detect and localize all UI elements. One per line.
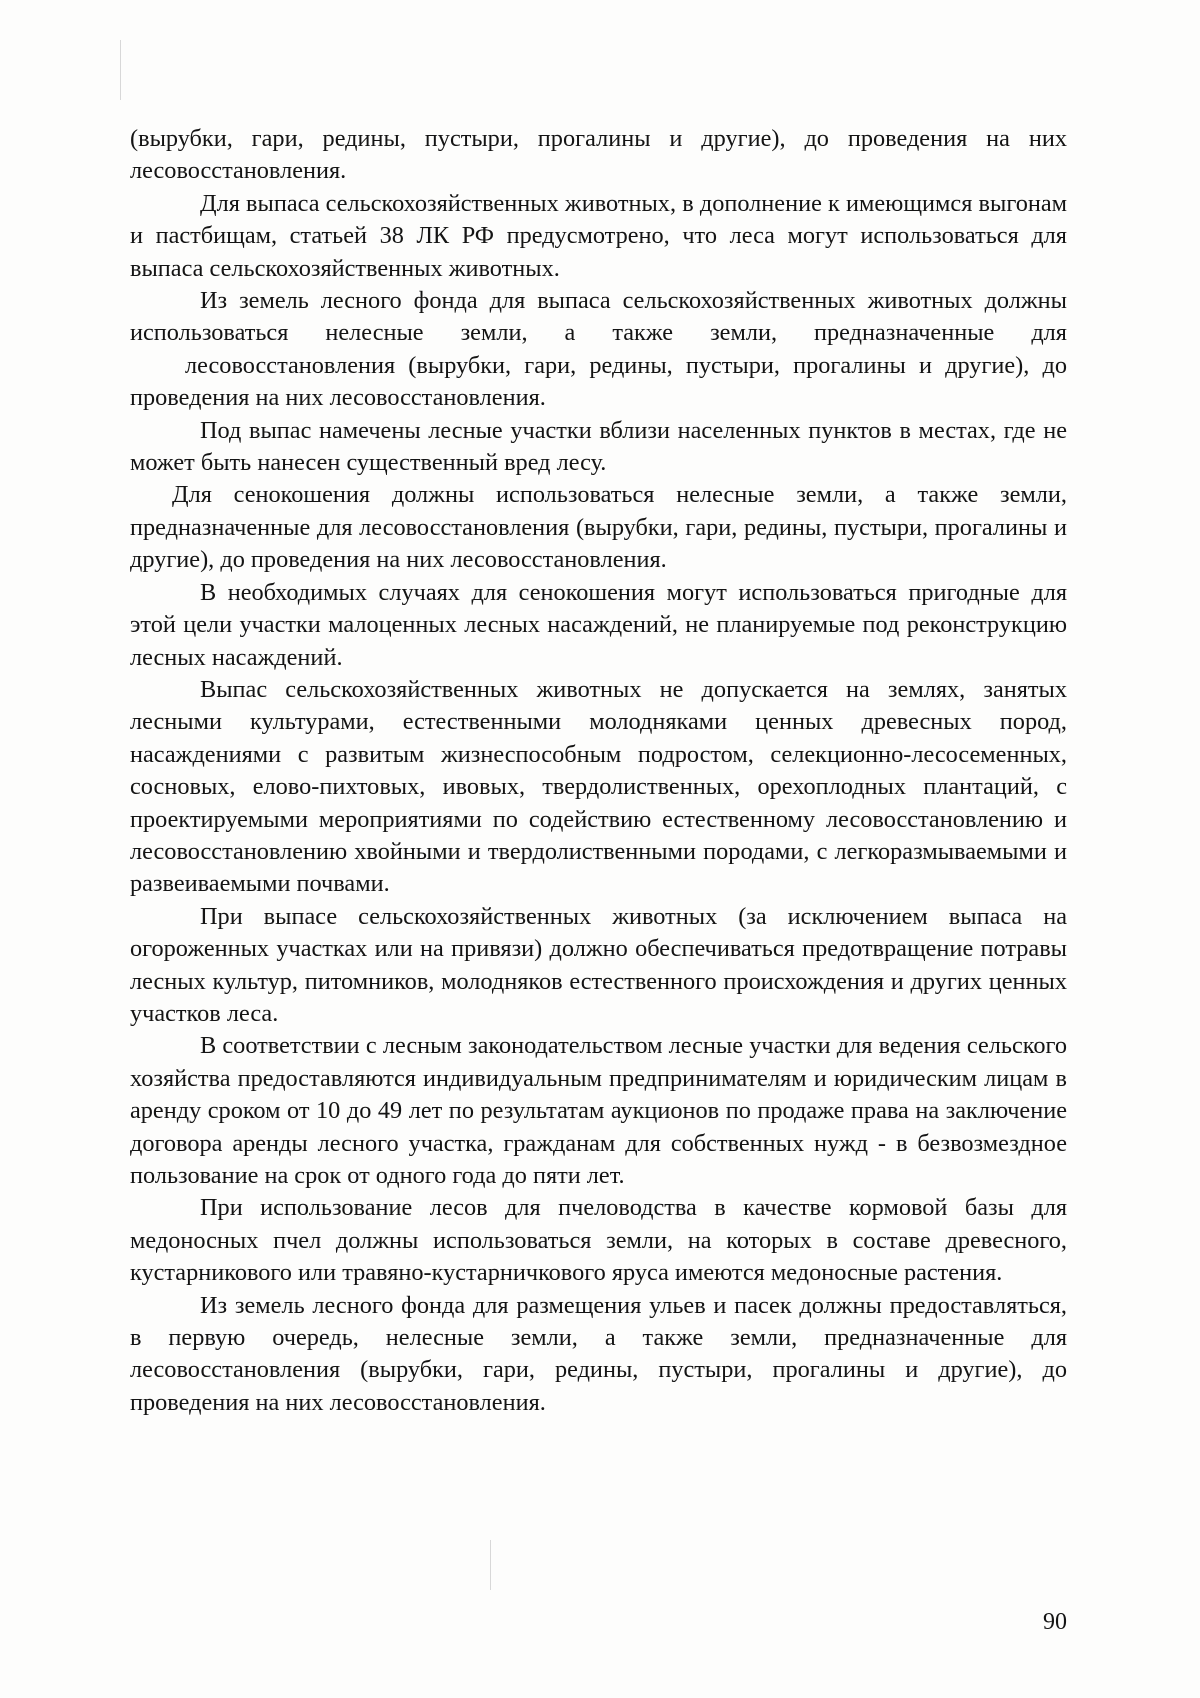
page-number: 90 — [1043, 1609, 1067, 1635]
paragraph: Для сенокошения должны использоваться нелесные земли, а также земли, предназначенные для лесовосстановления (вырубки, гари, редины, пустыри, прогалины и другие), до проведения на них лесовосстановления. — [130, 481, 1067, 574]
paragraph: При выпасе сельскохозяйственных животных (за исключением выпаса на огороженных участках или на привязи) должно обеспечиваться предотвращение потравы лесных культур, питомников, молодняков естественного происхождения и других ценных участков леса. — [130, 902, 1067, 1027]
paragraph: Из земель лесного фонда для выпаса сельскохозяйственных животных должны использоваться нелесные земли, а также земли, предназначенные для — [130, 287, 1067, 347]
paragraph: Из земель лесного фонда для размещения ульев и пасек должны предоставляться, в первую очередь, нелесные земли, а также земли, предназначенные для лесовосстановления (вырубки, гари, редины, пустыри, прогалины и другие), до проведения на них лесовосстановления. — [130, 1291, 1067, 1416]
paragraph: При использование лесов для пчеловодства в качестве кормовой базы для медоносных пчел должны использоваться земли, на которых в составе древесного, кустарникового или травяно-кустарничкового яруса имеются медоносные растения. — [130, 1194, 1067, 1287]
document-body — [130, 123, 1067, 1419]
paragraph: (вырубки, гари, редины, пустыри, прогалины и другие), до проведения на них лесовосстановления. — [130, 125, 1067, 185]
paragraph: В необходимых случаях для сенокошения могут использоваться пригодные для этой цели участки малоценных лесных насаждений, не планируемые под реконструкцию лесных насаждений. — [130, 578, 1067, 671]
paragraph: Для выпаса сельскохозяйственных животных, в дополнение к имеющимся выгонам и пастбищам, статьей 38 ЛК РФ предусмотрено, что леса могут использоваться для выпаса сельскохозяйственных животных. — [130, 189, 1067, 282]
scan-artifact — [120, 40, 121, 100]
scan-artifact — [490, 1540, 491, 1590]
paragraph: лесовосстановления (вырубки, гари, редины, пустыри, прогалины и другие), до проведения на них лесовосстановления. — [130, 351, 1067, 412]
paragraph: Под выпас намечены лесные участки вблизи населенных пунктов в местах, где не может быть нанесен существенный вред лесу. — [130, 416, 1067, 477]
paragraph: Выпас сельскохозяйственных животных не допускается на землях, занятых лесными культурами, естественными молодняками ценных древесных пород, насаждениями с развитым жизнеспособным подростом, селекционно-лесосеменных, сосновых, елово-пихтовых, ивовых, твердолиственных, орехоплодных плантаций, с проектируемыми мероприятиями по содействию естественному лесовосстановлению и лесовосстановлению хвойными и твердолиственными породами, с легкоразмываемыми и развеиваемыми почвами. — [130, 675, 1067, 898]
paragraph: В соответствии с лесным законодательством лесные участки для ведения сельского хозяйства предоставляются индивидуальным предпринимателям и юридическим лицам в аренду сроком от 10 до 49 лет по результатам аукционов по продаже права на заключение договора аренды лесного участка, гражданам для собственных нужд - в безвозмездное пользование на срок от одного года до пяти лет. — [130, 1032, 1067, 1189]
